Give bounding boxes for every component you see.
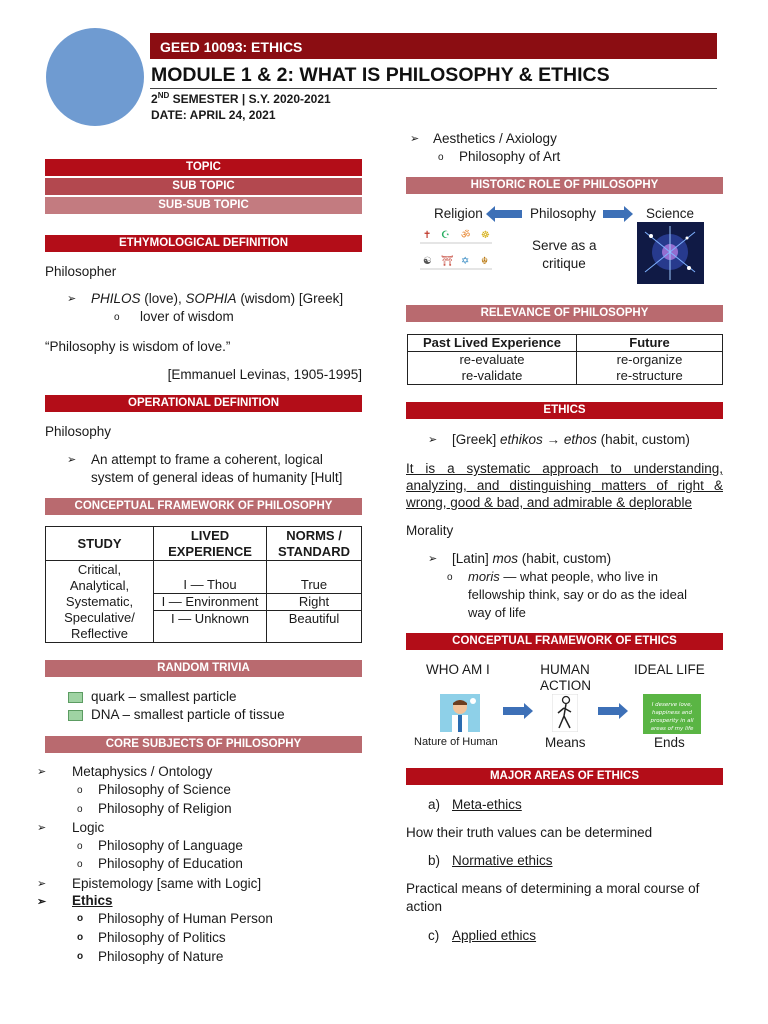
greek-prefix: [Greek] [452, 432, 501, 447]
core-logic: Logic [72, 820, 105, 835]
levinas-quote: “Philosophy is wisdom of love.” [45, 339, 231, 354]
arrow-bullet-icon: ➢ [37, 766, 47, 778]
circle-bullet-icon: o [77, 859, 83, 870]
circle-bullet-icon: o [438, 152, 444, 163]
study-cell [46, 561, 154, 643]
date-line: DATE: APRIL 24, 2021 [151, 108, 276, 122]
etymology-line [91, 291, 343, 306]
latin-mos: mos [492, 551, 519, 566]
svg-text:I deserve love,: I deserve love, [651, 702, 693, 708]
core-sub-item: Philosophy of Nature [98, 949, 224, 964]
walking-person-icon [552, 694, 578, 732]
circle-bullet-icon: o [114, 312, 120, 323]
circle-bullet-icon: o [447, 572, 453, 583]
core-sub-item: Philosophy of Politics [98, 930, 226, 945]
col-study: STUDY [46, 527, 154, 561]
serve-line-1: Serve as a [532, 238, 597, 253]
heading-framework-philosophy: CONCEPTUAL FRAMEWORK OF PHILOSOPHY [45, 498, 362, 515]
page-title: MODULE 1 & 2: WHAT IS PHILOSOPHY & ETHICS [151, 64, 610, 86]
love-text: (love), [140, 291, 186, 306]
circle-bullet-icon: o [77, 841, 83, 852]
semester-number: 2 [151, 92, 158, 106]
greek-sophia: SOPHIA [185, 291, 237, 306]
lived-cell: I — Thou [154, 561, 267, 594]
label-ideal-life: IDEAL LIFE [634, 662, 705, 677]
legend-sub-topic: SUB TOPIC [45, 178, 362, 195]
arrow-bullet-icon: ➢ [67, 454, 77, 466]
operational-line-2: system of general ideas of humanity [Hult] [91, 470, 343, 485]
religion-symbols-icon [417, 226, 497, 286]
latin-moris: moris [468, 569, 500, 584]
svg-text:☯: ☯ [423, 256, 432, 267]
study-line: Reflective [70, 625, 129, 641]
major-applied-ethics: Applied ethics [452, 928, 537, 943]
arrow-text: → [542, 432, 564, 447]
heading-core-subjects: CORE SUBJECTS OF PHILOSOPHY [45, 736, 362, 753]
label-religion: Religion [434, 206, 483, 221]
greek-suffix: (habit, custom) [596, 432, 690, 447]
col-norms-line-2: STANDARD [278, 543, 350, 559]
moris-text: — what people, who live in [499, 569, 659, 584]
svg-text:☬: ☬ [481, 256, 489, 267]
core-ethics: Ethics [72, 893, 113, 908]
label-nature-of-human: Nature of Human [414, 736, 498, 748]
arrow-bullet-icon: ➢ [410, 133, 420, 145]
core-sub-item: Philosophy of Science [98, 782, 231, 797]
latin-suffix: (habit, custom) [518, 551, 612, 566]
col-lived-line-2: EXPERIENCE [168, 543, 252, 559]
label-means: Means [545, 735, 586, 750]
major-b-desc-1: Practical means of determining a moral course of [406, 881, 700, 896]
lived-cell: I — Environment [154, 594, 267, 611]
label-action: ACTION [540, 678, 592, 693]
table-row [408, 352, 723, 385]
major-a-desc: How their truth values can be determined [406, 825, 653, 840]
latin-prefix: [Latin] [452, 551, 493, 566]
svg-text:ॐ: ॐ [461, 230, 471, 241]
operational-line-1: An attempt to frame a coherent, logical [91, 452, 323, 467]
svg-text:prosperity in all: prosperity in all [650, 718, 694, 724]
relevance-table [407, 334, 723, 385]
core-sub-item: Philosophy of Art [459, 149, 561, 164]
col-norms-line-1: NORMS / [286, 527, 342, 543]
past-cell [408, 352, 577, 385]
greek-philos: PHILOS [91, 291, 141, 306]
col-past: Past Lived Experience [408, 335, 577, 352]
norm-cell: Right [267, 594, 362, 611]
term-philosophy: Philosophy [45, 424, 112, 439]
col-lived-experience [154, 527, 267, 561]
heading-historic-role: HISTORIC ROLE OF PHILOSOPHY [406, 177, 723, 194]
heading-major-areas: MAJOR AREAS OF ETHICS [406, 768, 723, 785]
major-c-label: c) [428, 928, 440, 943]
heading-operational: OPERATIONAL DEFINITION [45, 395, 362, 412]
arrow-bullet-icon: ➢ [428, 434, 438, 446]
serve-line-2: critique [542, 256, 586, 271]
study-line: Speculative/ [64, 609, 135, 625]
study-line: Analytical, [69, 577, 130, 593]
course-code-bar [150, 33, 717, 59]
term-morality: Morality [406, 523, 454, 538]
arrow-bullet-icon: ➢ [428, 553, 438, 565]
norm-cell: Beautiful [267, 611, 362, 643]
arrow-bullet-icon: ➢ [37, 896, 47, 908]
heading-etymological: ETHYMOLOGICAL DEFINITION [45, 235, 362, 252]
circle-bullet-icon: o [77, 913, 84, 924]
title-divider [150, 88, 717, 89]
ethics-definition: It is a systematic approach to understanding, analyzing, and distinguishing matters of right & wrong, good & bad, and admirable & deplorable [406, 461, 723, 510]
label-who-am-i: WHO AM I [426, 662, 490, 677]
right-arrow-icon [503, 707, 525, 715]
green-square-icon [68, 692, 83, 703]
wisdom-text: (wisdom) [Greek] [236, 291, 344, 306]
lived-cell: I — Unknown [154, 611, 267, 643]
core-sub-item: Philosophy of Education [98, 856, 243, 871]
svg-text:⛩: ⛩ [441, 256, 454, 267]
greek-ethos: ethos [563, 432, 597, 447]
table-header-row [46, 527, 362, 561]
core-aesthetics: Aesthetics / Axiology [433, 131, 557, 146]
major-normative-ethics: Normative ethics [452, 853, 553, 868]
semester-line [151, 91, 331, 106]
arrow-bullet-icon: ➢ [37, 878, 47, 890]
green-square-icon [68, 710, 83, 721]
semester-text: SEMESTER | S.Y. 2020-2021 [169, 92, 331, 106]
major-b-label: b) [428, 853, 441, 868]
past-item: re-validate [461, 368, 523, 383]
core-metaphysics: Metaphysics / Ontology [72, 764, 213, 779]
past-item: re-evaluate [459, 352, 525, 367]
heading-framework-ethics: CONCEPTUAL FRAMEWORK OF ETHICS [406, 633, 723, 650]
right-arrow-icon [598, 707, 620, 715]
future-item: re-structure [616, 368, 683, 383]
left-arrow-icon [494, 210, 522, 218]
greek-ethikos: ethikos [500, 432, 543, 447]
arrow-bullet-icon: ➢ [67, 293, 77, 305]
heading-relevance: RELEVANCE OF PHILOSOPHY [406, 305, 723, 322]
future-item: re-organize [616, 352, 683, 367]
core-epistemology: Epistemology [same with Logic] [72, 876, 262, 891]
trivia-item: quark – smallest particle [91, 689, 237, 704]
col-future: Future [577, 335, 723, 352]
arrow-bullet-icon: ➢ [37, 822, 47, 834]
major-a-label: a) [428, 797, 441, 812]
thinking-person-icon [440, 694, 480, 732]
label-human: HUMAN [540, 662, 590, 677]
col-lived-line-1: LIVED [190, 527, 230, 543]
norm-cell: True [267, 561, 362, 594]
lover-of-wisdom: lover of wisdom [140, 309, 234, 324]
legend-topic: TOPIC [45, 159, 362, 176]
svg-text:areas of my life: areas of my life [650, 726, 694, 732]
semester-suffix: ND [157, 91, 170, 100]
study-line: Critical, [77, 561, 122, 577]
circle-bullet-icon: o [77, 932, 84, 943]
moris-line-3: way of life [468, 605, 526, 620]
svg-text:happiness and: happiness and [651, 710, 693, 716]
study-line: Systematic, [65, 593, 134, 609]
core-sub-item: Philosophy of Human Person [98, 911, 273, 926]
right-arrow-icon [603, 210, 625, 218]
moris-line-2: fellowship think, say or do as the ideal [468, 587, 687, 602]
philosophy-framework-table [45, 526, 362, 643]
quote-source: [Emmanuel Levinas, 1905-1995] [167, 367, 362, 382]
future-cell [577, 352, 723, 385]
heading-random-trivia: RANDOM TRIVIA [45, 660, 362, 677]
core-sub-item: Philosophy of Language [98, 838, 243, 853]
major-meta-ethics: Meta-ethics [452, 797, 522, 812]
table-row [46, 561, 362, 594]
legend-sub-sub-topic: SUB-SUB TOPIC [45, 197, 362, 214]
term-philosopher: Philosopher [45, 264, 117, 279]
morality-latin-line [452, 551, 611, 566]
core-sub-item: Philosophy of Religion [98, 801, 232, 816]
label-philosophy: Philosophy [530, 206, 597, 221]
svg-text:✝: ✝ [423, 230, 432, 241]
circle-bullet-icon: o [77, 804, 83, 815]
decorative-circle [46, 28, 144, 126]
course-code: GEED 10093: ETHICS [160, 39, 303, 55]
moris-line-1 [468, 569, 658, 584]
major-b-desc-2: action [406, 899, 443, 914]
label-science: Science [646, 206, 695, 221]
circle-bullet-icon: o [77, 785, 83, 796]
label-ends: Ends [654, 735, 685, 750]
table-header-row [408, 335, 723, 352]
svg-text:✡: ✡ [461, 256, 470, 267]
ethics-greek-line [452, 432, 690, 447]
circle-bullet-icon: o [77, 951, 84, 962]
col-norms [267, 527, 362, 561]
affirmation-poster-icon [643, 694, 701, 734]
heading-ethics: ETHICS [406, 402, 723, 419]
svg-text:☪: ☪ [441, 230, 450, 241]
trivia-item: DNA – smallest particle of tissue [91, 707, 285, 722]
science-image-icon [637, 222, 704, 284]
svg-text:☸: ☸ [481, 230, 490, 241]
